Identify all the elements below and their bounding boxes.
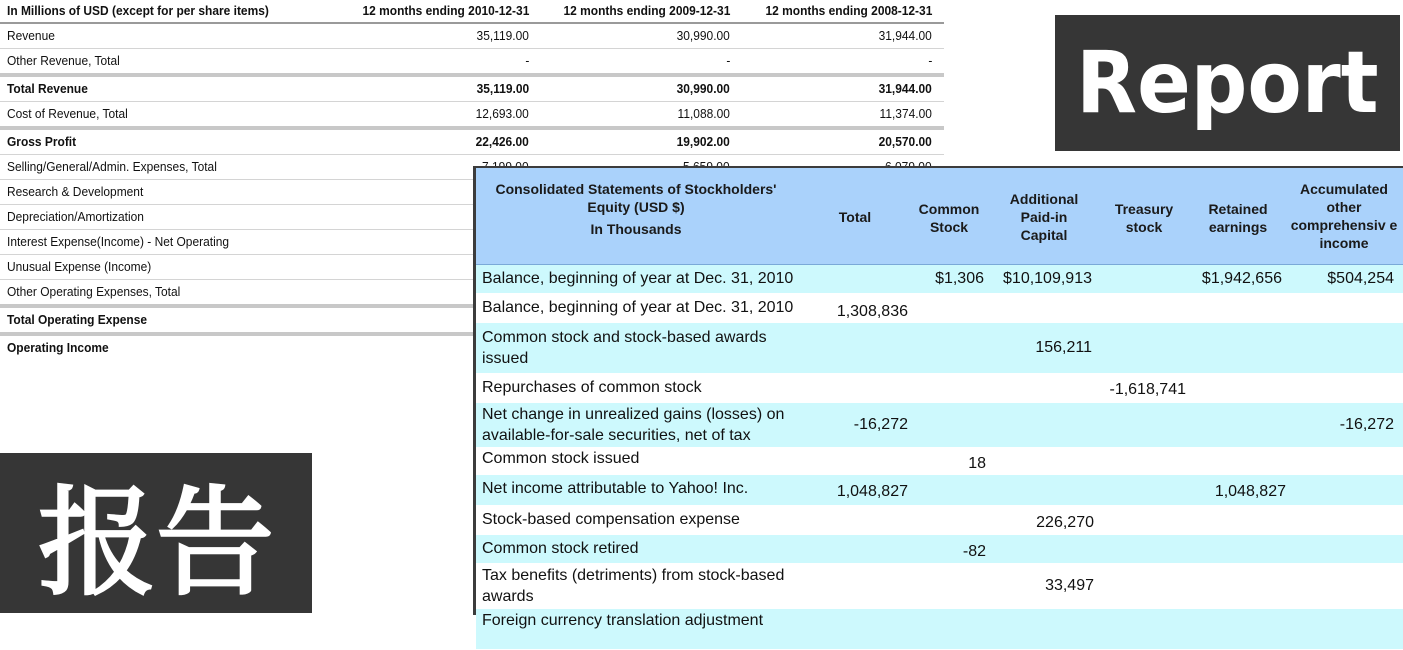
report-title-box	[1055, 15, 1400, 151]
row-label: Tax benefits (detriments) from stock-based awards	[482, 567, 785, 605]
cell-aoci	[1296, 535, 1394, 563]
cell-2009: 30,990.00	[676, 28, 730, 43]
table-row	[476, 374, 1403, 403]
income-header-col-2009: 12 months ending 2009-12-31	[563, 3, 730, 18]
cell-total: 1,308,836	[836, 302, 908, 320]
row-label: Foreign currency translation adjustment	[482, 612, 764, 629]
equity-subtitle: In Thousands	[590, 221, 682, 237]
chinese-title-box	[0, 453, 312, 613]
cell-aoci	[1296, 448, 1394, 474]
cell-treasury	[1096, 448, 1186, 474]
cell-retained	[1186, 564, 1282, 608]
col-header-treasury: Treasury stock	[1114, 201, 1174, 235]
row-label: Depreciation/Amortization	[7, 209, 144, 224]
table-row	[0, 49, 944, 77]
cell-aoci	[1296, 294, 1394, 322]
row-label: Common stock issued	[482, 450, 640, 467]
cell-apic: $10,109,913	[1003, 270, 1092, 287]
row-label: Research & Development	[7, 184, 144, 199]
row-label: Stock-based compensation expense	[482, 511, 740, 528]
cell-total	[816, 265, 908, 293]
cell-2009: 11,088.00	[677, 106, 730, 121]
col-header-apic: Additional Paid-in Capital	[1009, 191, 1079, 243]
cell-total	[816, 564, 908, 608]
table-row	[476, 294, 1403, 323]
equity-title-line2: Equity (USD $)	[587, 199, 685, 215]
col-header-total: Total	[838, 209, 872, 225]
cell-aoci	[1296, 374, 1394, 402]
row-label: Repurchases of common stock	[482, 379, 702, 396]
cell-apic: 226,270	[1036, 514, 1094, 531]
table-row	[476, 403, 1403, 448]
cell-retained	[1186, 506, 1282, 534]
cell-apic	[986, 294, 1092, 322]
cell-2009: -	[726, 53, 730, 68]
table-row	[0, 24, 944, 49]
cell-aoci: -16,272	[1339, 416, 1394, 433]
table-row	[0, 77, 944, 102]
cell-2008: 31,944.00	[878, 28, 932, 43]
cell-aoci	[1296, 475, 1394, 505]
cell-common-stock	[916, 403, 984, 447]
cell-total	[816, 374, 908, 402]
cell-aoci: $504,254	[1327, 270, 1394, 287]
equity-header-row	[476, 168, 1403, 265]
cell-treasury	[1096, 403, 1186, 447]
row-label: Interest Expense(Income) - Net Operating	[7, 234, 230, 249]
cell-common-stock	[916, 294, 984, 322]
cell-treasury	[1096, 564, 1186, 608]
table-row	[476, 323, 1403, 374]
cell-treasury	[1096, 294, 1186, 322]
table-row	[476, 265, 1403, 294]
cell-2008: -	[928, 53, 932, 68]
cell-treasury	[1096, 535, 1186, 563]
income-header-row	[0, 0, 944, 24]
cell-2008: 31,944.00	[878, 81, 932, 96]
cell-2008: 20,570.00	[878, 134, 932, 149]
table-row	[476, 448, 1403, 475]
row-label: Other Revenue, Total	[7, 53, 120, 68]
income-header-col-2010: 12 months ending 2010-12-31	[362, 3, 529, 18]
equity-title-line1: Consolidated Statements of Stockholders'	[495, 181, 777, 197]
cell-total	[816, 448, 908, 474]
cell-2010: -	[525, 53, 529, 68]
income-header-label: In Millions of USD (except for per share items)	[7, 3, 269, 18]
row-label: Balance, beginning of year at Dec. 31, 2010	[482, 270, 794, 287]
cell-retained	[1186, 323, 1282, 373]
table-row	[0, 130, 944, 155]
cell-common-stock: -82	[962, 543, 986, 560]
cell-total: -16,272	[853, 416, 908, 433]
row-label: Total Revenue	[7, 81, 88, 96]
cell-aoci	[1296, 506, 1394, 534]
row-label: Cost of Revenue, Total	[7, 106, 128, 121]
cell-retained	[1186, 403, 1282, 447]
report-title-text: Report	[1076, 33, 1379, 133]
row-label: Selling/General/Admin. Expenses, Total	[7, 159, 217, 174]
table-row	[0, 102, 944, 130]
table-row	[476, 564, 1403, 609]
cell-2010: 35,119.00	[476, 81, 529, 96]
cell-common-stock	[916, 374, 984, 402]
cell-aoci	[1296, 323, 1394, 373]
cell-apic	[986, 403, 1092, 447]
col-header-retained: Retained earnings	[1208, 201, 1268, 235]
row-label: Gross Profit	[7, 134, 77, 149]
row-label: Operating Income	[7, 340, 109, 355]
cell-common-stock	[916, 506, 984, 534]
cell-treasury: -1,618,741	[1109, 381, 1186, 398]
row-label: Unusual Expense (Income)	[7, 259, 152, 274]
cell-retained	[1186, 374, 1282, 402]
cell-apic	[986, 475, 1092, 505]
cell-apic: 156,211	[1035, 339, 1092, 356]
cell-2010: 22,426.00	[475, 134, 529, 149]
cell-retained: 1,048,827	[1214, 483, 1286, 500]
cell-2009: 19,902.00	[676, 134, 730, 149]
cell-retained	[1186, 294, 1282, 322]
row-label: Other Operating Expenses, Total	[7, 284, 181, 299]
cell-apic: 33,497	[1045, 577, 1094, 594]
cell-aoci	[1296, 564, 1394, 608]
cell-retained	[1186, 535, 1282, 563]
cell-treasury	[1096, 475, 1186, 505]
table-row	[476, 535, 1403, 564]
row-label: Net income attributable to Yahoo! Inc.	[482, 480, 749, 497]
cell-apic	[986, 374, 1092, 402]
cell-treasury	[1096, 265, 1186, 293]
row-label: Common stock retired	[482, 540, 639, 557]
cell-treasury	[1096, 506, 1186, 534]
cell-2008: 11,374.00	[879, 106, 932, 121]
cell-total	[816, 535, 908, 563]
cell-common-stock	[916, 564, 984, 608]
cell-apic	[986, 448, 1092, 474]
row-label: Balance, beginning of year at Dec. 31, 2010	[482, 299, 794, 316]
chinese-title-text: 报告	[37, 474, 274, 612]
cell-2010: 12,693.00	[475, 106, 529, 121]
equity-title	[476, 180, 796, 238]
cell-total: 1,048,827	[836, 483, 908, 500]
cell-common-stock	[916, 323, 984, 373]
cell-total	[816, 323, 908, 373]
row-label: Net change in unrealized gains (losses) on available-for-sale securities, net of tax	[482, 406, 785, 444]
col-header-aoci: Accumulated other comprehensiv e income	[1290, 181, 1398, 251]
cell-common-stock	[916, 475, 984, 505]
cell-common-stock: $1,306	[935, 270, 984, 287]
cell-retained	[1186, 448, 1282, 474]
income-header-col-2008: 12 months ending 2008-12-31	[765, 3, 932, 18]
cell-treasury	[1096, 323, 1186, 373]
row-label: Total Operating Expense	[7, 312, 148, 327]
row-label: Revenue	[7, 28, 55, 43]
table-row	[476, 609, 1403, 650]
row-label: Common stock and stock-based awards issued	[482, 329, 767, 367]
cell-2009: 30,990.00	[676, 81, 730, 96]
table-row	[476, 506, 1403, 535]
col-header-common-stock: Common Stock	[918, 201, 980, 235]
equity-statement-table	[473, 166, 1403, 629]
cell-retained: $1,942,656	[1201, 270, 1282, 287]
cell-2010: 35,119.00	[476, 28, 529, 43]
cell-total	[816, 506, 908, 534]
cell-common-stock: 18	[968, 455, 986, 472]
cell-apic	[986, 535, 1092, 563]
table-row	[476, 475, 1403, 506]
